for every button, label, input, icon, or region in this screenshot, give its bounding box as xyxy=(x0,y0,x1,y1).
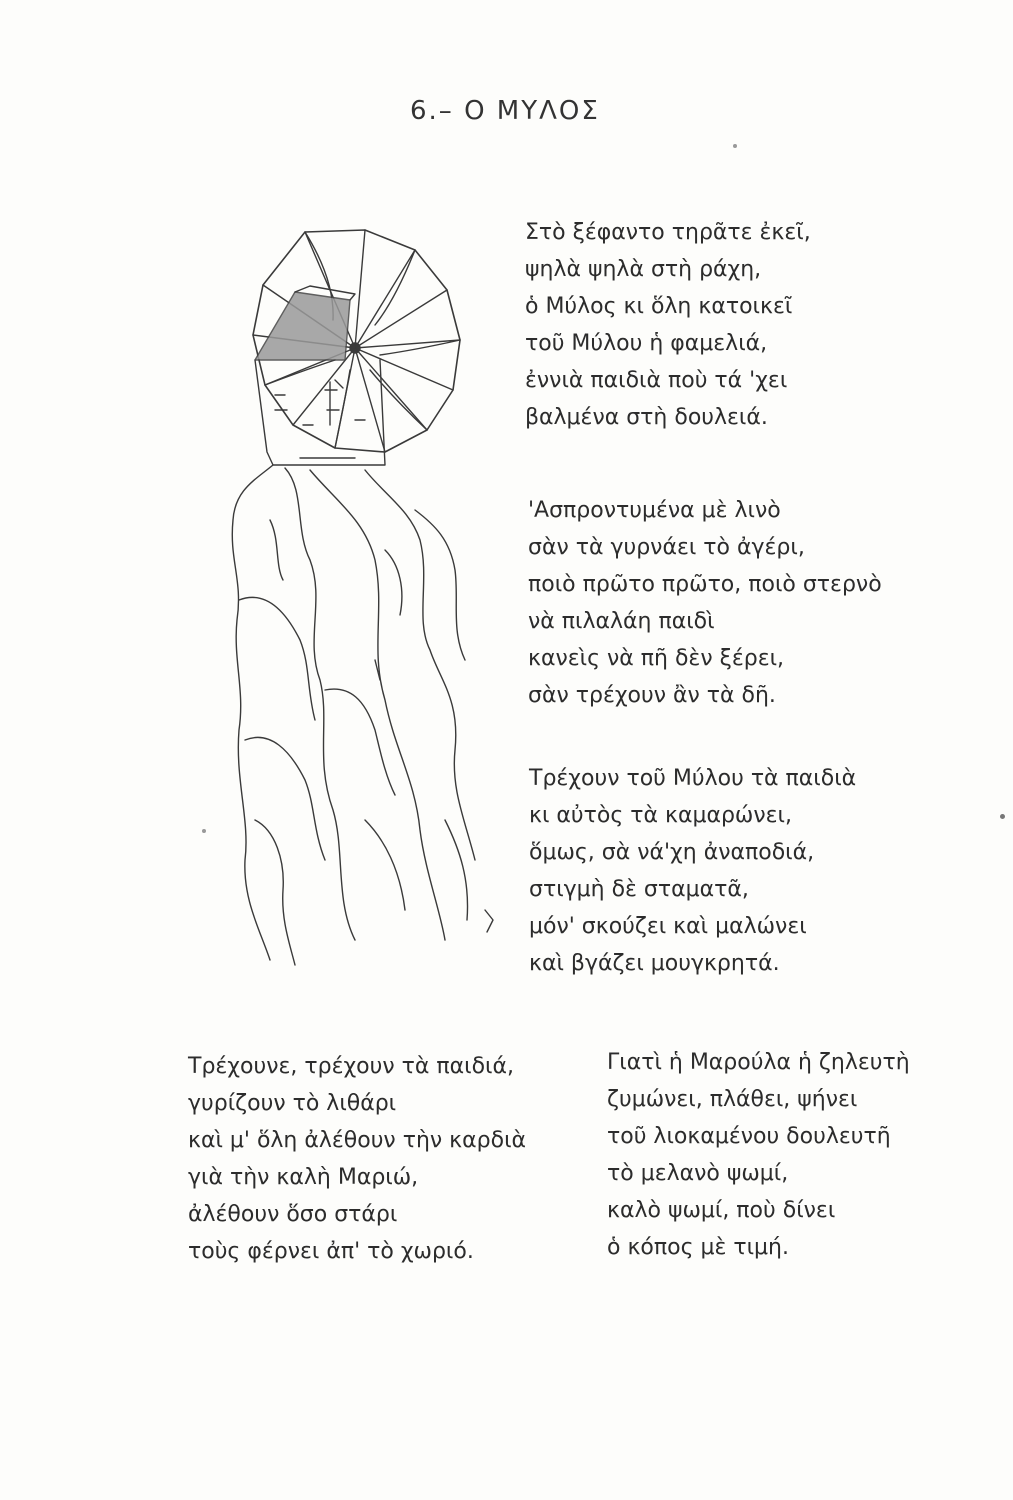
page-speck xyxy=(733,144,737,148)
poem-line: ἐννιὰ παιδιὰ ποὺ τά 'χει xyxy=(525,368,788,393)
page-speck xyxy=(1000,814,1005,819)
poem-stanza xyxy=(525,214,811,436)
poem-line: τοῦ λιοκαμένου δουλευτῆ xyxy=(607,1124,891,1149)
poem-line: Γιατὶ ἡ Μαρούλα ἡ ζηλευτὴ xyxy=(607,1050,910,1075)
poem-line: ζυμώνει, πλάθει, ψήνει xyxy=(607,1087,858,1112)
poem-line: σὰν τρέχουν ἂν τὰ δῆ. xyxy=(528,683,776,708)
poem-line: Τρέχουνε, τρέχουν τὰ παιδιά, xyxy=(188,1054,514,1079)
poem-line: γιὰ τὴν καλὴ Μαριώ, xyxy=(188,1165,419,1190)
page-speck xyxy=(202,829,206,833)
poem-line: γυρίζουν τὸ λιθάρι xyxy=(188,1091,397,1116)
poem-line: ἀλέθουν ὅσο στάρι xyxy=(188,1202,398,1227)
poem-stanza xyxy=(188,1048,526,1270)
poem-line: ψηλὰ ψηλὰ στὴ ράχη, xyxy=(525,257,762,282)
poem-stanza xyxy=(607,1044,910,1266)
poem-line: ὅμως, σὰ νά'χη ἀναποδιά, xyxy=(529,840,815,865)
poem-line: σὰν τὰ γυρνάει τὸ ἀγέρι, xyxy=(528,535,805,560)
poem-stanza xyxy=(529,760,856,982)
poem-line: στιγμὴ δὲ σταματᾶ, xyxy=(529,877,749,902)
poem-line: καλὸ ψωμί, ποὺ δίνει xyxy=(607,1198,836,1223)
poem-line: κι αὐτὸς τὰ καμαρώνει, xyxy=(529,803,792,828)
poem-line: βαλμένα στὴ δουλειά. xyxy=(525,405,768,430)
poem-line: τὸ μελανὸ ψωμί, xyxy=(607,1161,789,1186)
poem-line: ὁ κόπος μὲ τιμή. xyxy=(607,1235,789,1260)
poem-line: Τρέχουν τοῦ Μύλου τὰ παιδιὰ xyxy=(529,766,857,791)
poem-line: 'Ασπροντυμένα μὲ λινὸ xyxy=(528,498,781,523)
poem-line: τοῦ Μύλου ἡ φαμελιά, xyxy=(525,331,768,356)
poem-line: Στὸ ξέφαντο τηρᾶτε ἐκεῖ, xyxy=(525,220,811,245)
poem-line: ποιὸ πρῶτο πρῶτο, ποιὸ στερνὸ xyxy=(528,572,882,597)
poem-line: καὶ βγάζει μουγκρητά. xyxy=(529,951,780,976)
poem-stanza xyxy=(528,492,882,714)
poem-line: τοὺς φέρνει ἀπ' τὸ χωριό. xyxy=(188,1239,474,1264)
poem-line: νὰ πιλαλάη παιδὶ xyxy=(528,609,715,634)
poem-line: ὁ Μύλος κι ὅλη κατοικεῖ xyxy=(525,294,793,319)
poem-line: κανεὶς νὰ πῆ δὲν ξέρει, xyxy=(528,646,785,671)
page-title: 6.– Ο ΜΥΛΟΣ xyxy=(410,96,600,126)
windmill-illustration xyxy=(215,220,505,990)
poem-line: καὶ μ' ὅλη ἀλέθουν τὴν καρδιὰ xyxy=(188,1128,527,1153)
poem-line: μόν' σκούζει καὶ μαλώνει xyxy=(529,914,807,939)
